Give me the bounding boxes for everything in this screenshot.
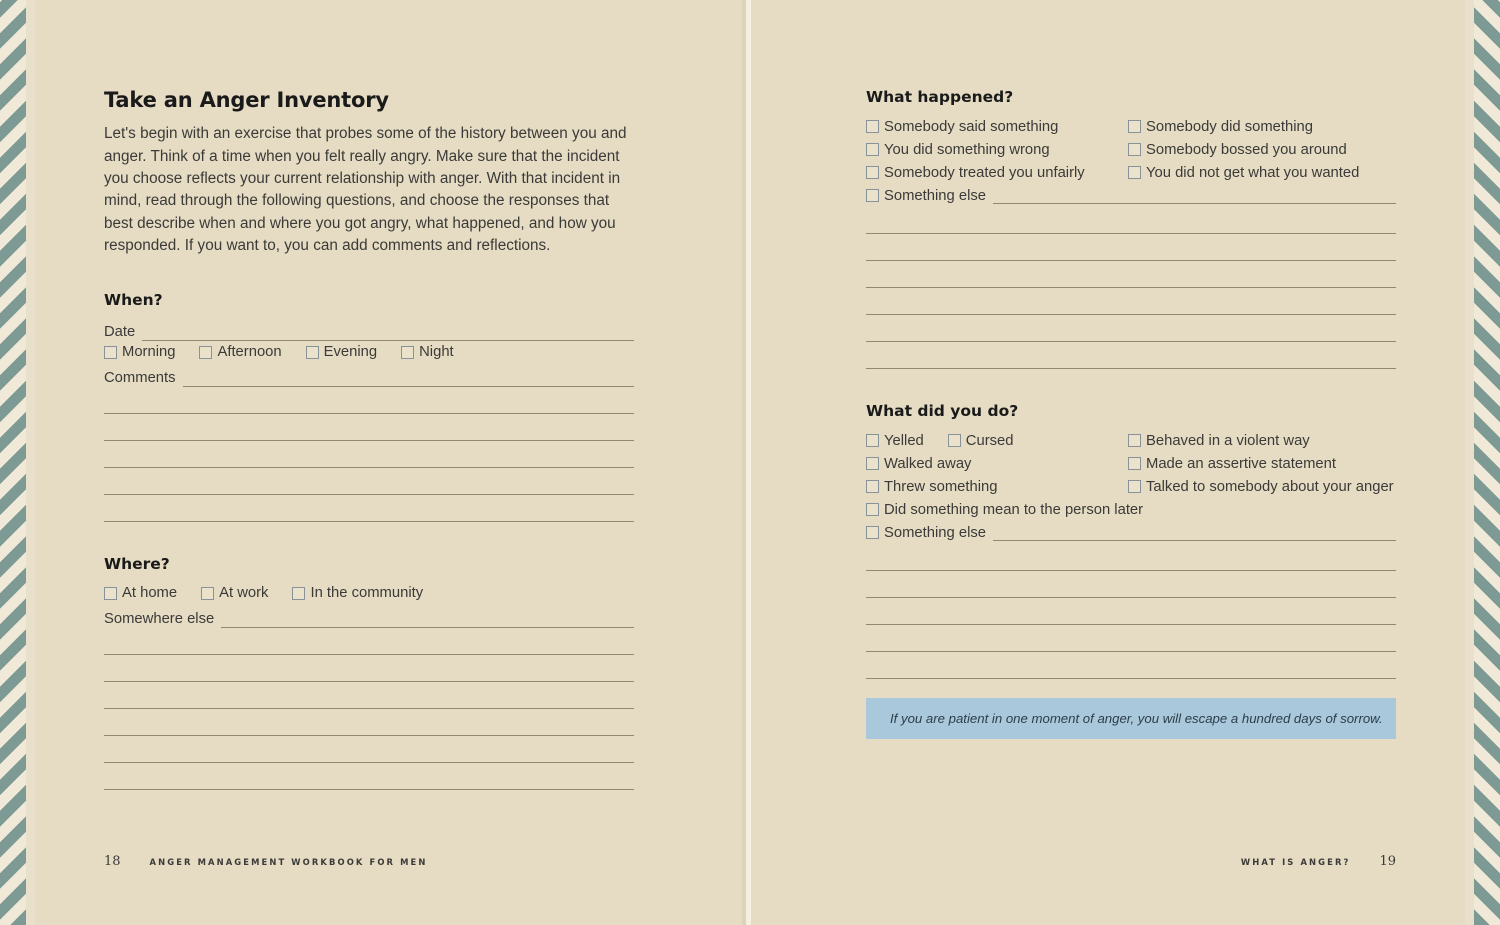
checkbox-icon[interactable] [1128, 120, 1141, 133]
checkbox-icon[interactable] [866, 480, 879, 493]
checkbox-row [866, 475, 1128, 498]
checkbox-icon[interactable] [104, 346, 117, 359]
checkbox-label: Afternoon [217, 344, 282, 361]
checkbox-item-somebody-bossed-you-around[interactable] [1128, 141, 1347, 159]
writing-line[interactable] [104, 709, 634, 736]
checkbox-icon[interactable] [866, 143, 879, 156]
what-did-you-do-writing-lines [866, 544, 1396, 706]
writing-line[interactable] [866, 288, 1396, 315]
checkbox-item-behaved-in-a-violent-way[interactable] [1128, 432, 1310, 450]
something-else-input-rule[interactable] [993, 188, 1396, 204]
section-heading-when: When? [104, 290, 163, 309]
writing-line[interactable] [104, 763, 634, 790]
writing-line[interactable] [866, 207, 1396, 234]
checkbox-icon[interactable] [306, 346, 319, 359]
somewhere-else-label: Somewhere else [104, 610, 215, 627]
checkbox-icon[interactable] [866, 434, 879, 447]
section-heading-where: Where? [104, 554, 170, 573]
page-title: Take an Anger Inventory [104, 88, 389, 112]
decorative-chevron-edge-left [0, 0, 26, 925]
page-number: 18 [104, 854, 121, 869]
checkbox-label: Evening [323, 344, 378, 361]
decorative-chevron-edge-right [1474, 0, 1500, 925]
what-happened-column-a [866, 115, 1128, 184]
left-page-content [104, 88, 634, 790]
checkbox-label: Yelled [884, 432, 924, 449]
writing-line[interactable] [104, 628, 634, 655]
right-page-content [866, 88, 1396, 706]
checkbox-row [1128, 138, 1396, 161]
checkbox-item-evening[interactable] [306, 343, 377, 361]
left-page [35, 0, 742, 925]
checkbox-item-you-did-not-get-what-you-wanted[interactable] [1128, 164, 1359, 182]
date-label: Date [104, 323, 136, 340]
what-happened-something-else-row [866, 184, 1396, 207]
what-happened-columns [866, 115, 1396, 184]
checkbox-label: Walked away [884, 455, 972, 472]
section-what-did-you-do [866, 402, 1396, 706]
writing-line[interactable] [866, 544, 1396, 571]
checkbox-icon[interactable] [1128, 457, 1141, 470]
checkbox-row [866, 161, 1128, 184]
what-did-you-do-something-else-row [866, 521, 1396, 544]
checkbox-label: Somebody bossed you around [1146, 141, 1347, 158]
checkbox-row [866, 115, 1128, 138]
quote-text: If you are patient in one moment of anger, you will escape a hundred days of sorrow. [890, 711, 1383, 726]
checkbox-item-talked-to-somebody-about-your-anger[interactable] [1128, 478, 1394, 496]
writing-line[interactable] [866, 652, 1396, 679]
where-checkbox-row [104, 582, 634, 605]
checkbox-row [1128, 452, 1396, 475]
running-head: WHAT IS ANGER? [1240, 857, 1351, 867]
checkbox-label: You did not get what you wanted [1146, 164, 1360, 181]
checkbox-icon[interactable] [401, 346, 414, 359]
checkbox-icon[interactable] [1128, 166, 1141, 179]
checkbox-row [1128, 475, 1396, 498]
writing-line[interactable] [104, 441, 634, 468]
checkbox-label: Talked to somebody about your anger [1146, 478, 1394, 495]
checkbox-icon[interactable] [1128, 480, 1141, 493]
checkbox-row [1128, 429, 1396, 452]
what-did-you-do-columns [866, 429, 1396, 498]
writing-line[interactable] [866, 315, 1396, 342]
checkbox-row [866, 452, 1128, 475]
writing-line[interactable] [104, 468, 634, 495]
writing-line[interactable] [104, 655, 634, 682]
when-checkbox-row [104, 341, 634, 364]
checkbox-icon[interactable] [292, 587, 305, 600]
section-where [104, 555, 634, 790]
somewhere-else-field-row [104, 605, 634, 628]
checkbox-icon[interactable] [866, 189, 879, 202]
checkbox-label: In the community [310, 585, 424, 602]
footer-left [104, 854, 428, 869]
checkbox-item-at-work[interactable] [201, 584, 268, 602]
checkbox-label: At work [219, 585, 269, 602]
checkbox-item-in-the-community[interactable] [292, 584, 423, 602]
running-head: ANGER MANAGEMENT WORKBOOK FOR MEN [149, 857, 428, 867]
section-heading-what-did-you-do: What did you do? [866, 402, 1019, 420]
comments-field-row [104, 364, 634, 387]
checkbox-label: Something else [884, 187, 986, 204]
writing-line[interactable] [104, 682, 634, 709]
writing-line[interactable] [866, 234, 1396, 261]
what-did-you-do-column-b [1128, 429, 1396, 498]
checkbox-item-yelled[interactable] [866, 432, 924, 450]
checkbox-label: Somebody treated you unfairly [884, 164, 1085, 181]
checkbox-label: Morning [122, 344, 176, 361]
right-page [751, 0, 1465, 925]
writing-line[interactable] [866, 598, 1396, 625]
when-writing-lines [104, 387, 634, 522]
edge-inner-band-left [26, 0, 35, 925]
writing-line[interactable] [104, 736, 634, 763]
checkbox-item-did-something-mean-to-the-person-later[interactable] [866, 501, 1143, 519]
checkbox-icon[interactable] [866, 120, 879, 133]
what-happened-writing-lines [866, 207, 1396, 369]
where-writing-lines [104, 628, 634, 790]
checkbox-row-wide [866, 498, 1396, 521]
checkbox-icon[interactable] [866, 457, 879, 470]
edge-inner-band-right [1465, 0, 1474, 925]
checkbox-label: At home [122, 585, 178, 602]
checkbox-icon[interactable] [1128, 434, 1141, 447]
checkbox-row [1128, 115, 1396, 138]
checkbox-item-walked-away[interactable] [866, 455, 971, 473]
section-heading-what-happened: What happened? [866, 88, 1014, 106]
checkbox-icon[interactable] [948, 434, 961, 447]
what-happened-column-b [1128, 115, 1396, 184]
checkbox-label: Made an assertive statement [1146, 455, 1336, 472]
what-did-you-do-column-a [866, 429, 1128, 498]
checkbox-label: Something else [884, 524, 986, 541]
checkbox-item-at-home[interactable] [104, 584, 177, 602]
checkbox-icon[interactable] [866, 526, 879, 539]
checkbox-label: Threw something [884, 478, 998, 495]
checkbox-row [1128, 161, 1396, 184]
comments-input-rule[interactable] [183, 370, 634, 387]
checkbox-label: Behaved in a violent way [1146, 432, 1310, 449]
checkbox-icon[interactable] [201, 587, 214, 600]
checkbox-item-morning[interactable] [104, 343, 175, 361]
writing-line[interactable] [104, 387, 634, 414]
checkbox-item-somebody-said-something[interactable] [866, 118, 1058, 136]
writing-line[interactable] [104, 495, 634, 522]
writing-line[interactable] [866, 261, 1396, 288]
checkbox-label: Somebody did something [1146, 118, 1313, 135]
checkbox-item-you-did-something-wrong[interactable] [866, 141, 1050, 159]
checkbox-item-somebody-treated-you-unfairly[interactable] [866, 164, 1085, 182]
checkbox-row [866, 138, 1128, 161]
writing-line[interactable] [866, 625, 1396, 652]
page-number: 19 [1379, 854, 1396, 869]
checkbox-label: Did something mean to the person later [884, 501, 1144, 518]
writing-line[interactable] [866, 342, 1396, 369]
checkbox-icon[interactable] [104, 587, 117, 600]
checkbox-label: Cursed [965, 432, 1014, 449]
writing-line[interactable] [866, 571, 1396, 598]
section-what-happened [866, 88, 1396, 369]
writing-line[interactable] [104, 414, 634, 441]
checkbox-label: Somebody said something [884, 118, 1059, 135]
section-when [104, 291, 634, 522]
somewhere-else-input-rule[interactable] [221, 611, 634, 628]
checkbox-row [866, 429, 1128, 452]
checkbox-item-cursed[interactable] [948, 432, 1014, 450]
intro-paragraph: Let's begin with an exercise that probes some of the history between you and anger. Think of a time when you felt really angry. Make sure that the incident you choose reflects your current relationship with anger. With that incident in mind, read through the following questions, and choose the responses that best describe when and where you got angry, what happened, and how you responded. If you want to, you can add comments and reflections. [104, 125, 627, 255]
checkbox-item-made-an-assertive-statement[interactable] [1128, 455, 1336, 473]
checkbox-icon[interactable] [866, 166, 879, 179]
date-input-rule[interactable] [142, 324, 634, 341]
checkbox-icon[interactable] [866, 503, 879, 516]
checkbox-item-somebody-did-something[interactable] [1128, 118, 1313, 136]
checkbox-item-afternoon[interactable] [199, 343, 281, 361]
checkbox-icon[interactable] [199, 346, 212, 359]
checkbox-icon[interactable] [1128, 143, 1141, 156]
checkbox-label: Night [419, 344, 454, 361]
footer-right [1241, 854, 1396, 869]
quote-callout-box [866, 698, 1396, 739]
date-field-row [104, 318, 634, 341]
checkbox-item-night[interactable] [401, 343, 454, 361]
comments-label: Comments [104, 369, 176, 386]
checkbox-item-threw-something[interactable] [866, 478, 998, 496]
checkbox-label: You did something wrong [884, 141, 1050, 158]
something-else-input-rule[interactable] [993, 525, 1396, 541]
